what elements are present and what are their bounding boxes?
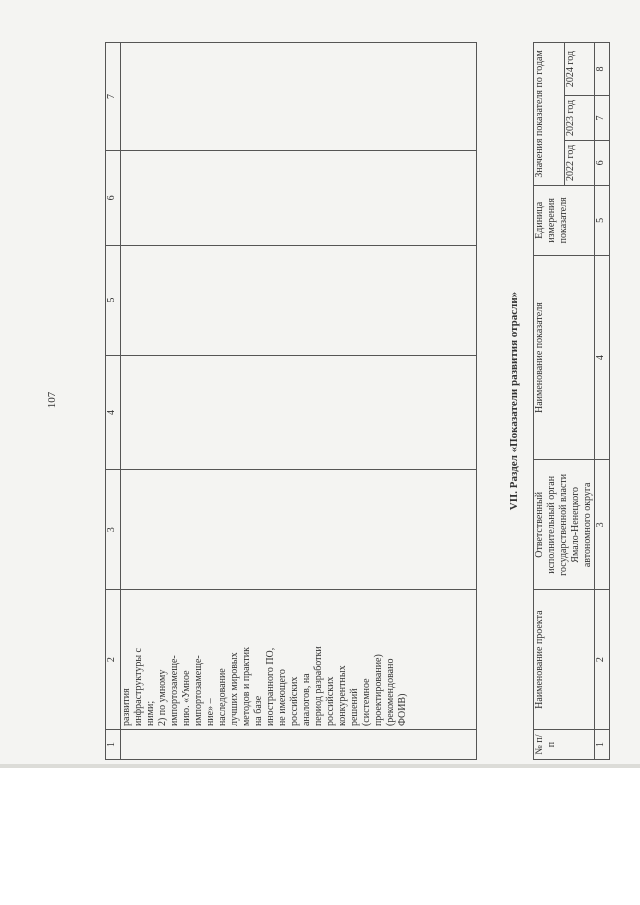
table-row (121, 43, 477, 760)
table-row (106, 43, 121, 760)
column-number: 1 (595, 730, 610, 760)
table-cell (121, 43, 477, 151)
header-number: 2 (106, 590, 121, 730)
header-number: 5 (106, 245, 121, 355)
header-num: № п/п (534, 730, 595, 760)
header-year: 2022 год (564, 140, 595, 185)
table-cell (121, 730, 477, 760)
column-number: 4 (595, 255, 610, 460)
table-header-row (534, 43, 565, 760)
header-number: 6 (106, 150, 121, 245)
header-year: 2023 год (564, 95, 595, 140)
continued-text-cell: развития инфраструктуры с ними; 2) по умному импортозамеще- нию. «Умное импортозамеще- ние» – наследование лучших мировых методов и практик на базе иностранного ПО, не имеющего российских аналогов, на период разработки российских конкурентных решений (системное проектирование) (рекомендовано ФОИВ) (121, 590, 477, 730)
header-unit: Единица измерения показателя (534, 185, 595, 255)
header-number: 3 (106, 470, 121, 590)
rotated-page (40, 40, 606, 760)
header-organ: Ответственный исполнительный орган государственной власти Ямало-Ненецкого автономного округа (534, 460, 595, 590)
header-indicator: Наименование показателя (534, 255, 595, 460)
section-title: VII. Раздел «Показатели развития отрасли» (508, 291, 520, 511)
header-number: 1 (106, 730, 121, 760)
page-number: 107 (46, 391, 58, 409)
continued-table (105, 42, 477, 760)
column-number: 2 (595, 590, 610, 730)
table-cell (121, 470, 477, 590)
column-number: 3 (595, 460, 610, 590)
table-cell (121, 150, 477, 245)
header-values: Значения показателя по годам (534, 43, 565, 186)
column-number: 5 (595, 185, 610, 255)
column-number: 6 (595, 140, 610, 185)
header-number: 4 (106, 355, 121, 470)
column-number: 7 (595, 95, 610, 140)
table-cell (121, 245, 477, 355)
table-row (595, 43, 610, 760)
scan-edge (0, 764, 640, 768)
header-year: 2024 год (564, 43, 595, 96)
header-project: Наименование проекта (534, 590, 595, 730)
column-number: 8 (595, 43, 610, 96)
table-cell (121, 355, 477, 470)
indicators-table (533, 42, 610, 760)
header-number: 7 (106, 43, 121, 151)
